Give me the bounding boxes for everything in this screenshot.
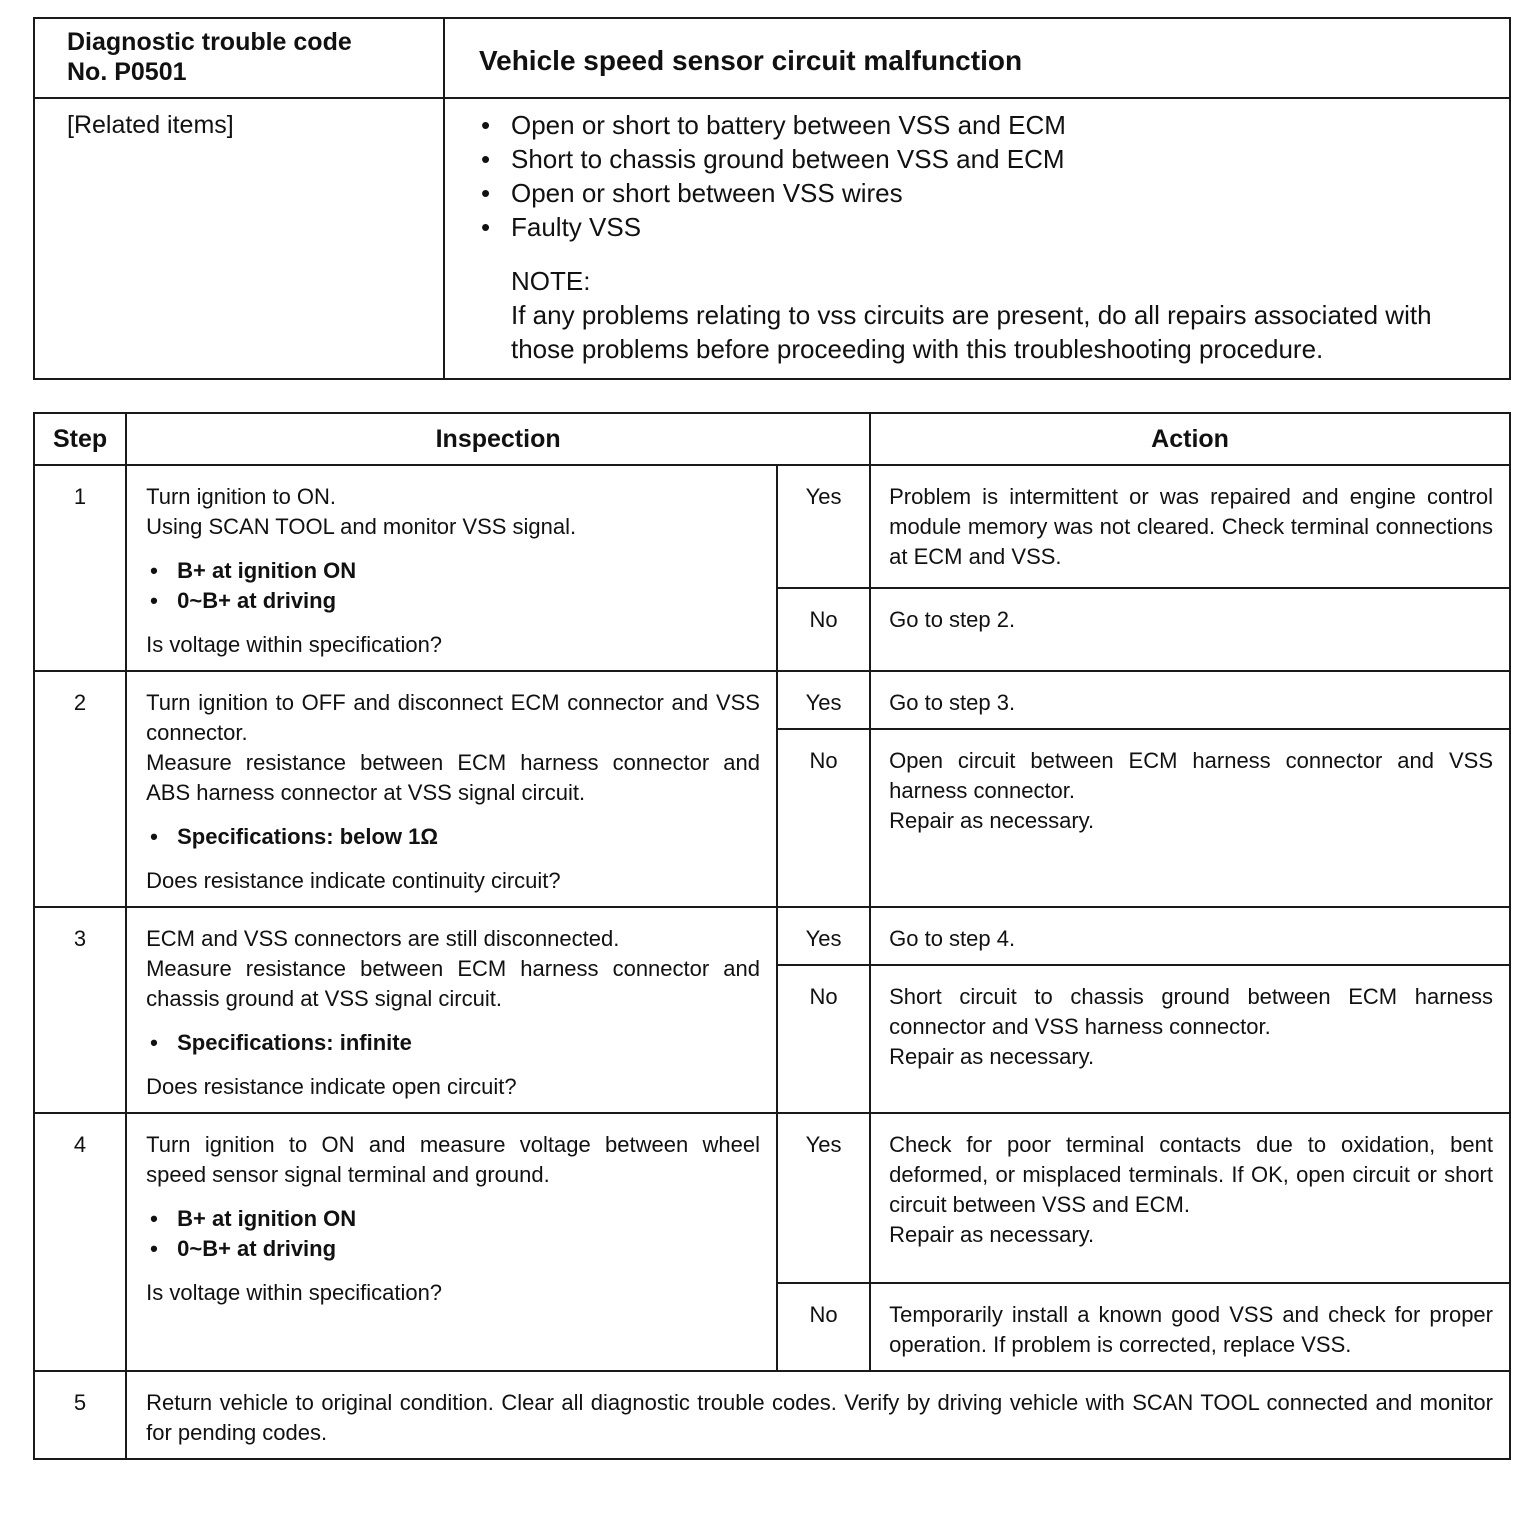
related-item: • Open or short between VSS wires bbox=[479, 176, 1479, 210]
inspection-question: Does resistance indicate continuity circuit? bbox=[146, 868, 561, 893]
inspection-question: Does resistance indicate open circuit? bbox=[146, 1074, 517, 1099]
inspection-line: Turn ignition to ON and measure voltage between wheel speed sensor signal terminal and ground. bbox=[146, 1132, 760, 1187]
inspection-question: Is voltage within specification? bbox=[146, 1280, 443, 1305]
action-line: Repair as necessary. bbox=[889, 1044, 1095, 1069]
no-action bbox=[870, 588, 1510, 671]
dtc-info-table bbox=[33, 17, 1511, 380]
action-line: Repair as necessary. bbox=[889, 1222, 1095, 1247]
step-number: 4 bbox=[34, 1113, 126, 1371]
spec-item: • B+ at ignition ON bbox=[146, 556, 760, 586]
action-line: Repair as necessary. bbox=[889, 808, 1095, 833]
note-label: NOTE: bbox=[511, 266, 591, 296]
yes-action bbox=[870, 671, 1510, 729]
inspection-cell bbox=[126, 907, 777, 1113]
inspection-line: Turn ignition to ON. bbox=[146, 484, 337, 509]
action-line: Check for poor terminal contacts due to oxidation, bent deformed, or misplaced terminals. If OK, open circuit or short circuit between VSS and ECM. bbox=[889, 1132, 1493, 1217]
procedure-table bbox=[33, 412, 1511, 1460]
final-step-text: Return vehicle to original condition. Clear all diagnostic trouble codes. Verify by driving vehicle with SCAN TOOL connected and monitor for pending codes. bbox=[126, 1371, 1510, 1459]
yes-action bbox=[870, 907, 1510, 965]
action-line: Open circuit between ECM harness connector and VSS harness connector. bbox=[889, 748, 1493, 803]
related-item: • Open or short to battery between VSS and ECM bbox=[479, 108, 1479, 142]
inspection-line: Using SCAN TOOL and monitor VSS signal. bbox=[146, 514, 577, 539]
dtc-code-number: No. P0501 bbox=[67, 58, 187, 86]
related-item: • Faulty VSS bbox=[479, 210, 1479, 244]
inspection-line: ECM and VSS connectors are still disconnected. bbox=[146, 926, 620, 951]
related-items-label: [Related items] bbox=[34, 98, 444, 379]
step-number: 1 bbox=[34, 465, 126, 671]
action-line: Problem is intermittent or was repaired and engine control module memory was not cleared. Check terminal connections at ECM and VSS. bbox=[889, 484, 1493, 569]
spec-list bbox=[146, 822, 760, 852]
related-items-row bbox=[34, 98, 1510, 379]
inspection-cell bbox=[126, 465, 777, 671]
spec-list bbox=[146, 1028, 760, 1058]
dtc-code-label-line1: Diagnostic trouble code bbox=[67, 28, 352, 56]
no-action bbox=[870, 965, 1510, 1113]
related-items-cell bbox=[444, 98, 1510, 379]
related-items-list bbox=[479, 108, 1479, 244]
no-label: No bbox=[777, 729, 870, 907]
spec-item: • Specifications: below 1Ω bbox=[146, 822, 760, 852]
spec-list bbox=[146, 556, 760, 616]
related-item: • Short to chassis ground between VSS and ECM bbox=[479, 142, 1479, 176]
inspection-cell bbox=[126, 671, 777, 907]
note-block bbox=[479, 264, 1479, 366]
action-line: Go to step 4. bbox=[889, 926, 1016, 951]
inspection-cell bbox=[126, 1113, 777, 1371]
final-step-row bbox=[34, 1371, 1510, 1459]
inspection-line: Measure resistance between ECM harness connector and ABS harness connector at VSS signal circuit. bbox=[146, 750, 760, 805]
header-action: Action bbox=[870, 413, 1510, 465]
step-row bbox=[34, 465, 1510, 588]
spec-item: • 0~B+ at driving bbox=[146, 586, 760, 616]
header-inspection: Inspection bbox=[126, 413, 870, 465]
no-action bbox=[870, 1283, 1510, 1371]
dtc-title: Vehicle speed sensor circuit malfunction bbox=[444, 18, 1510, 98]
yes-label: Yes bbox=[777, 671, 870, 729]
spec-item: • 0~B+ at driving bbox=[146, 1234, 760, 1264]
yes-label: Yes bbox=[777, 907, 870, 965]
dtc-header-row bbox=[34, 18, 1510, 98]
step-number: 5 bbox=[34, 1371, 126, 1459]
spec-item: • Specifications: infinite bbox=[146, 1028, 760, 1058]
action-line: Temporarily install a known good VSS and check for proper operation. If problem is corrected, replace VSS. bbox=[889, 1302, 1493, 1357]
no-label: No bbox=[777, 588, 870, 671]
yes-action bbox=[870, 1113, 1510, 1283]
step-row bbox=[34, 1113, 1510, 1283]
step-row bbox=[34, 907, 1510, 965]
yes-label: Yes bbox=[777, 465, 870, 588]
step-number: 3 bbox=[34, 907, 126, 1113]
note-text: If any problems relating to vss circuits are present, do all repairs associated with those problems before proceeding with this troubleshooting procedure. bbox=[511, 300, 1432, 364]
yes-action bbox=[870, 465, 1510, 588]
dtc-code-label bbox=[34, 18, 444, 98]
no-action bbox=[870, 729, 1510, 907]
action-line: Short circuit to chassis ground between ECM harness connector and VSS harness connector. bbox=[889, 984, 1493, 1039]
step-row bbox=[34, 671, 1510, 729]
action-line: Go to step 2. bbox=[889, 606, 1016, 632]
inspection-line: Turn ignition to OFF and disconnect ECM connector and VSS connector. bbox=[146, 690, 760, 745]
spec-list bbox=[146, 1204, 760, 1264]
procedure-header-row bbox=[34, 413, 1510, 465]
yes-label: Yes bbox=[777, 1113, 870, 1283]
action-line: Go to step 3. bbox=[889, 690, 1016, 715]
no-label: No bbox=[777, 965, 870, 1113]
no-label: No bbox=[777, 1283, 870, 1371]
spec-item: • B+ at ignition ON bbox=[146, 1204, 760, 1234]
header-step: Step bbox=[34, 413, 126, 465]
inspection-question: Is voltage within specification? bbox=[146, 632, 443, 657]
step-number: 2 bbox=[34, 671, 126, 907]
inspection-line: Measure resistance between ECM harness connector and chassis ground at VSS signal circuit. bbox=[146, 956, 760, 1011]
